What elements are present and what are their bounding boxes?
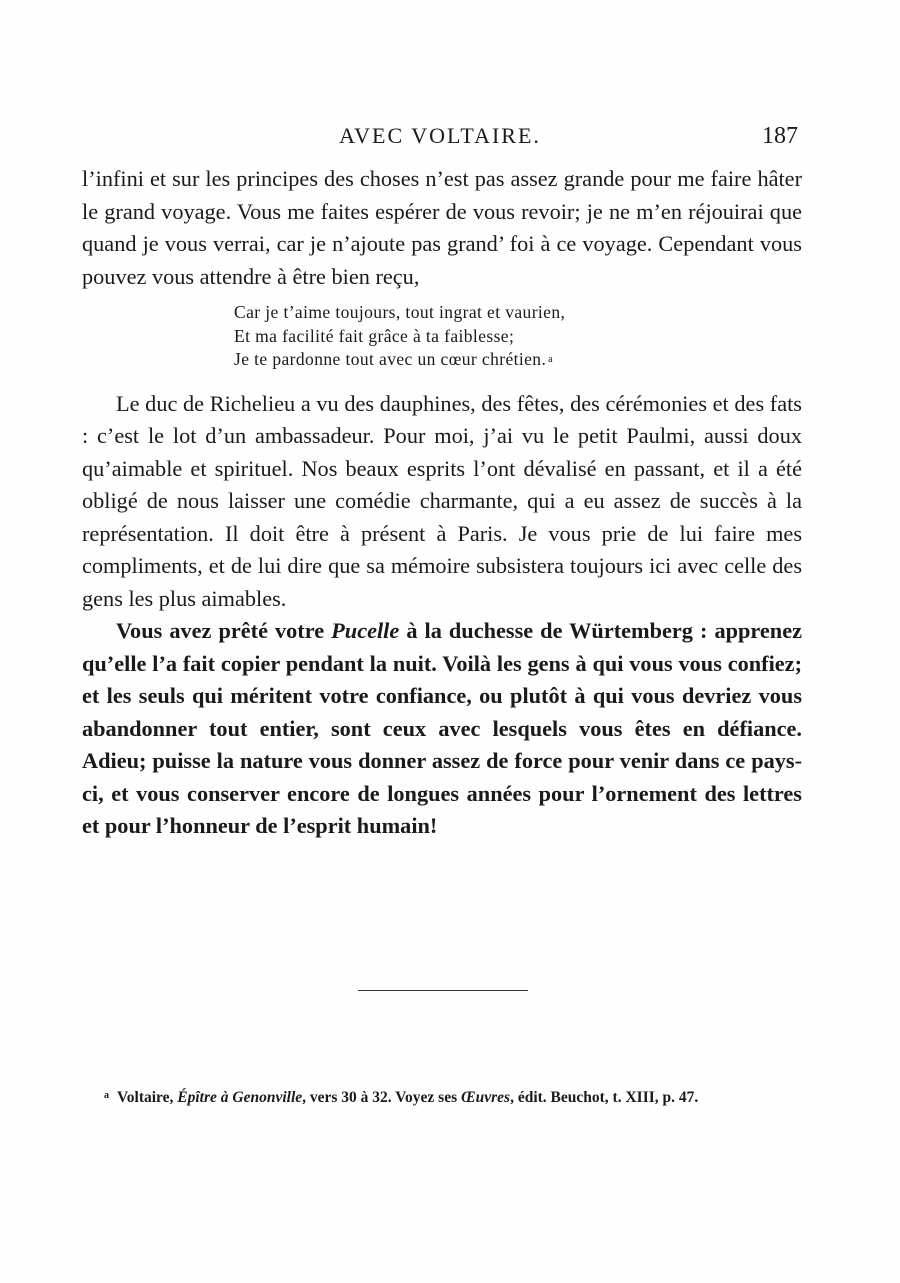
footnote [82, 1082, 804, 1111]
book-title-pucelle: Pucelle [331, 618, 400, 644]
paragraph-continuation: l’infini et sur les principes des choses n’est pas assez grande pour me faire hâter le grand voyage. Vous me faites espérer de vous revoir; je ne m’en réjouirai que quand je vous verrai, car je n’ajoute pas grand’ foi à ce voyage. Cependant vous pouvez vous attendre à être bien reçu, [82, 166, 802, 289]
footnote-text-3: , édit. Beuchot, t. XIII, p. 47. [510, 1089, 699, 1106]
footnote-mark: a [104, 1090, 109, 1101]
separator-rule [358, 990, 528, 991]
footnote-text-2: , vers 30 à 32. Voyez ses [302, 1089, 462, 1106]
footnote-reference: a [548, 354, 554, 366]
verse-line-2: Et ma facilité fait grâce à ta faiblesse; [234, 325, 515, 346]
paragraph-pucelle-start: Vous avez prêté votre [116, 618, 332, 644]
verse-line-3 [234, 348, 802, 372]
footnote-title-oeuvres: Œuvres [461, 1089, 511, 1106]
paragraph-pucelle-rest: à la duchesse de Würtemberg : apprenez qu’elle l’a fait copier pendant la nuit. Voilà les gens à qui vous vous confiez; et les seuls qui méritent votre confiance, ou plutôt à qui vous devriez vous abandonner tout entier, sont ceux avec lesquels vous êtes en défiance. Adieu; puisse la nature vous donner assez de force pour venir dans ce pays-ci, et vous conserver encore de longues années pour l’ornement des lettres et pour l’honneur de l’esprit humain! [82, 618, 802, 839]
verse-line-1: Car je t’aime toujours, tout ingrat et vaurien, [234, 302, 566, 322]
verse-quotation [234, 301, 802, 372]
paragraph-richelieu: Le duc de Richelieu a vu des dauphines, des fêtes, des cérémonies et des fats : c’est le lot d’un ambassadeur. Pour moi, j’ai vu le petit Paulmi, aussi doux qu’aimable et spirituel. Nos beaux esprits l’ont dévalisé en passant, et il a été obligé de nous laisser une comédie charmante, qui a eu assez de succès à la représentation. Il doit être à présent à Paris. Je vous prie de lui faire mes compliments, et de lui dire que sa mémoire subsistera toujours ici avec celle des gens les plus aimables. [82, 390, 802, 611]
verse-line-3-text: Je te pardonne tout avec un cœur chrétien. [234, 349, 547, 370]
page-header [82, 118, 798, 154]
paragraph-pucelle [82, 615, 802, 843]
body-text [82, 163, 802, 843]
page-number: 187 [762, 123, 798, 149]
footnote-text-1: Voltaire, [117, 1089, 178, 1106]
footnote-title-epitre: Épître à Genonville [177, 1089, 303, 1106]
running-title: AVEC VOLTAIRE. [339, 123, 541, 148]
